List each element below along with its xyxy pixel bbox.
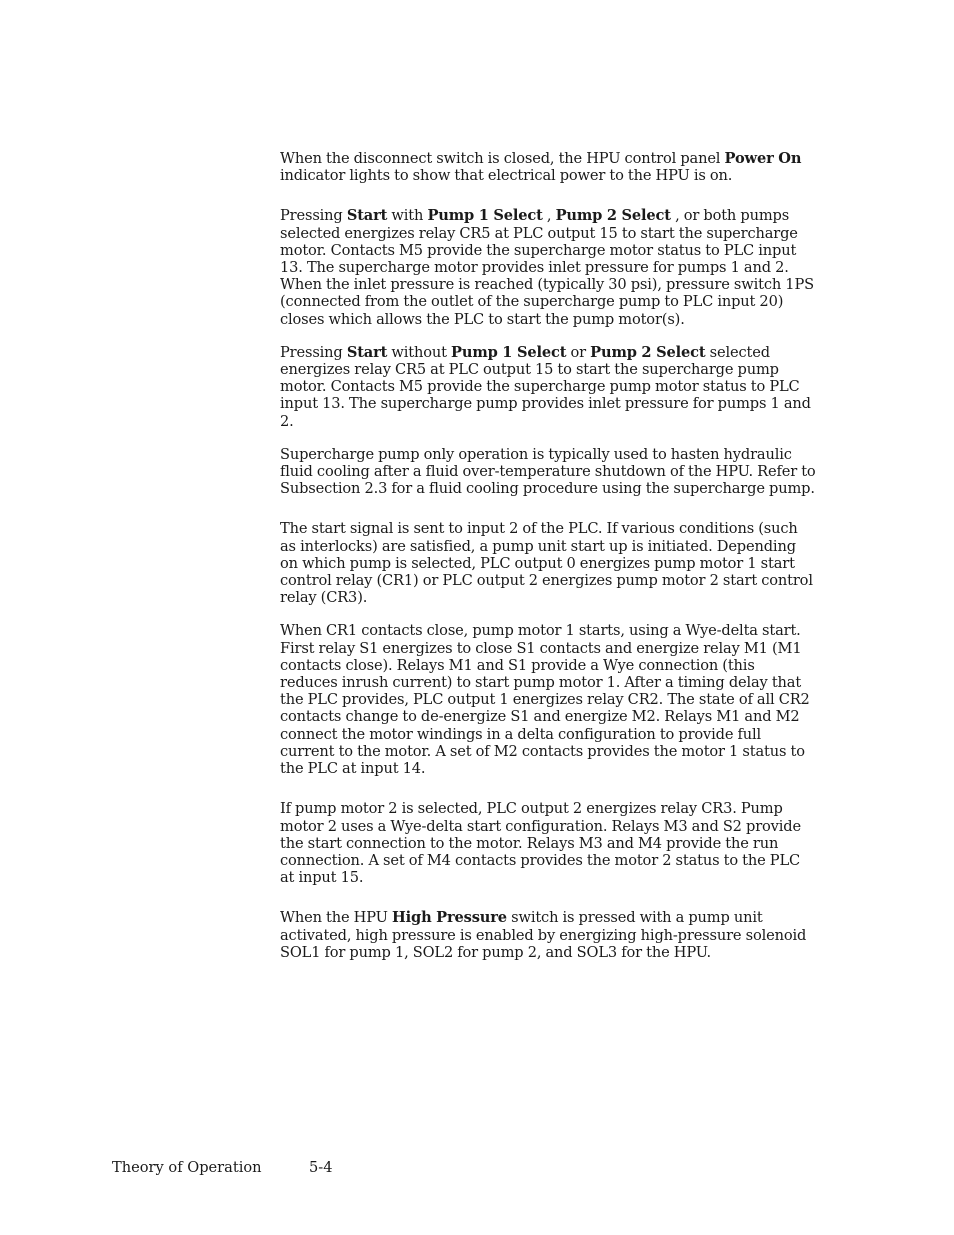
paragraph-pump-motor-2 <box>280 800 816 886</box>
bold-term: Pump 2 Select <box>555 207 671 225</box>
text-run: or <box>566 343 591 361</box>
paragraph-start-signal <box>280 520 816 606</box>
paragraph-cr1-wye-delta <box>280 622 816 777</box>
bold-term: High Pressure <box>392 909 507 927</box>
text-run: , <box>542 207 556 225</box>
paragraph-start-with-pump-select <box>280 207 816 327</box>
bold-term: Pump 1 Select <box>451 343 567 361</box>
bold-term: Pump 1 Select <box>427 207 543 225</box>
text-run: Pressing <box>280 207 347 225</box>
text-run: without <box>387 343 452 361</box>
paragraph-start-without-pump-select <box>280 344 816 430</box>
paragraph-high-pressure <box>280 909 816 961</box>
text-run: When CR1 contacts close, pump motor 1 starts, using a Wye-delta start. First relay S1 energizes to close S1 contacts and energize relay M1 (M1 contacts close). Relays M1 and S1 provide a Wye connection (this reduces inrush current) to start pump motor 1. After a timing delay that the PLC provides, PLC output 1 energizes relay CR2. The state of all CR2 contacts change to de-energize S1 and energize M2. Relays M1 and M2 connect the motor windings in a delta configuration to provide full current to the motor. A set of M2 contacts provides the motor 1 status to the PLC at input 14. <box>280 622 810 778</box>
paragraph-power-on <box>280 150 816 184</box>
paragraph-supercharge-only <box>280 446 816 498</box>
page-footer <box>112 1159 333 1176</box>
bold-term: Start <box>346 343 388 361</box>
bold-term: Start <box>346 207 388 225</box>
text-run: When the disconnect switch is closed, the HPU control panel <box>280 150 725 167</box>
text-run: indicator lights to show that electrical power to the HPU is on. <box>280 167 733 185</box>
footer-section-title: Theory of Operation <box>112 1159 262 1176</box>
text-run: Pressing <box>280 343 347 361</box>
text-run: selected energizes relay CR5 at PLC output 15 to start the supercharge pump motor. Contacts M5 provide the supercharge pump motor status to PLC input 13. The supercharge pump provides inlet pressure for pumps 1 and 2. <box>280 343 811 430</box>
text-run: switch is pressed with a pump unit activated, high pressure is enabled by energizing high-pressure solenoid SOL1 for pump 1, SOL2 for pump 2, and SOL3 for the HPU. <box>280 909 807 961</box>
footer-page-number: 5-4 <box>309 1159 333 1176</box>
text-run: with <box>387 207 428 225</box>
body-text <box>280 150 816 961</box>
text-run: If pump motor 2 is selected, PLC output 2 energizes relay CR3. Pump motor 2 uses a Wye-delta start configuration. Relays M3 and S2 provide the start connection to the motor. Relays M3 and M4 provide the run connection. A set of M4 contacts provides the motor 2 status to the PLC at input 15. <box>280 800 801 887</box>
text-run: , or both pumps selected energizes relay CR5 at PLC output 15 to start the supercharge motor. Contacts M5 provide the supercharge motor status to PLC input 13. The supercharge motor provides inlet pressure for pumps 1 and 2. When the inlet pressure is reached (typically 30 psi), pressure switch 1PS (connected from the outlet of the supercharge pump to PLC input 20) closes which allows the PLC to start the pump motor(s). <box>280 207 814 328</box>
text-run: The start signal is sent to input 2 of the PLC. If various conditions (such as interlocks) are satisfied, a pump unit start up is initiated. Depending on which pump is selected, PLC output 0 energizes pump motor 1 start control relay (CR1) or PLC output 2 energizes pump motor 2 start control relay (CR3). <box>280 520 813 607</box>
bold-term: Pump 2 Select <box>590 343 706 361</box>
text-run: When the HPU <box>280 909 392 927</box>
bold-term: Power On <box>724 150 802 167</box>
text-run: Supercharge pump only operation is typically used to hasten hydraulic fluid cooling after a fluid over-temperature shutdown of the HPU. Refer to Subsection 2.3 for a fluid cooling procedure using the supercharge pump. <box>280 445 816 498</box>
